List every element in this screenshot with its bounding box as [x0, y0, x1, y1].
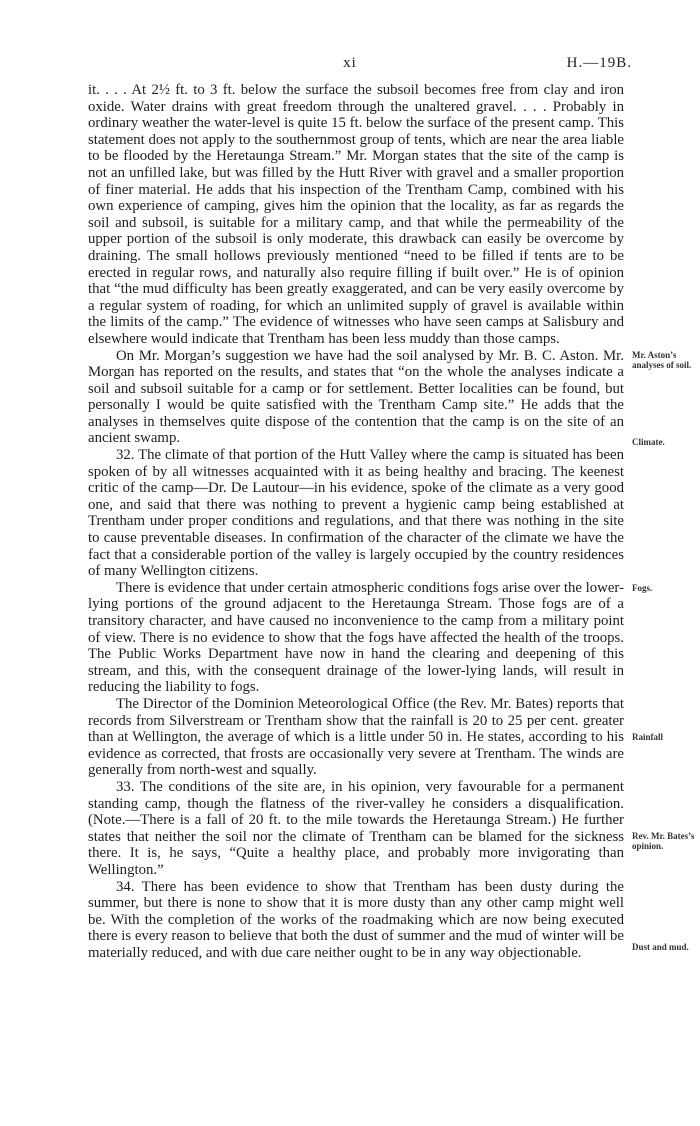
margin-note-climate: Climate.	[632, 437, 665, 447]
document-reference: H.—19B.	[566, 55, 632, 71]
margin-note-dust-mud: Dust and mud.	[632, 942, 689, 952]
margin-note-aston-analyses: Mr. Aston’s analyses of soil.	[632, 350, 692, 370]
paragraph-fogs: There is evidence that under certain atmospheric conditions fogs arise over the lower-lying portions of the ground adjacent to the Heretaunga Stream. Those fogs are of a transitory character, and have caused no inconvenience to the camp from a military point of view. There is no evidence to show that the fogs have affected the health of the troops. The Public Works Department have now in hand the clearing and deepening of this stream, and this, with the consequent drainage of the lower-lying lands, will result in reducing the liability to fogs.	[88, 579, 624, 696]
paragraph-dust-mud: 34. There has been evidence to show that Trentham has been dusty during the summer, but there is none to show that it is more dusty than any other camp might well be. With the completion of the works of the roadmaking which are now being executed there is every reason to believe that both the dust of summer and the mud of winter will be materially reduced, and with due care neither ought to be in any way objectionable.	[88, 878, 624, 961]
paragraph-bates-opinion: 33. The conditions of the site are, in his opinion, very favourable for a permanent standing camp, though the flatness of the river-valley he considers a disqualification. (Note.—There is a fall of 20 ft. to the mile towards the Heretaunga Stream.) He further states that neither the soil nor the climate of Trentham can be blamed for the sickness there. It is, he says, “Quite a healthy place, and probably more invigorating than Wellington.”	[88, 778, 624, 878]
body-text	[88, 82, 624, 961]
paragraph-soil-analysis: On Mr. Morgan’s suggestion we have had the soil analysed by Mr. B. C. Aston. Mr. Morgan has reported on the results, and states that “on the whole the analyses indicate a soil and subsoil suitable for a camp or for settlement. Better localities can be found, but personally I would be quite satisfied with the Trentham Camp site.” He adds that the analyses in themselves quite dispose of the contention that the camp is on the site of an ancient swamp.	[88, 347, 624, 447]
margin-note-bates-opinion: Rev. Mr. Bates’s opinion.	[632, 831, 695, 851]
paragraph-soil-continued: it. . . . At 2½ ft. to 3 ft. below the surface the subsoil becomes free from clay and iron oxide. Water drains with great freedom through the unaltered gravel. . . . Probably in ordinary weather the water-level is quite 15 ft. below the surface of the present camp. This statement does not apply to the southernmost group of tents, which are near the area liable to be flooded by the Heretaunga Stream.” Mr. Morgan states that the site of the camp is not an unfilled lake, but was filled by the Hutt River with gravel and a smaller proportion of finer material. He adds that his inspection of the Trentham Camp, combined with his own experience of camping, gives him the opinion that the locality, as far as regards the soil and subsoil, is suitable for a military camp, and that while the permeability of the upper portion of the subsoil is only moderate, this drawback can easily be overcome by draining. The small hollows previously mentioned “need to be filled if tents are to be erected in regular rows, and naturally also require filling if built over.” He is of opinion that “the mud difficulty has been greatly exaggerated, and can be very easily overcome by a regular system of roading, for which an unlimited supply of gravel is available within the limits of the camp.” The evidence of witnesses who have seen camps at Salisbury and elsewhere would indicate that Trentham has been less muddy than those camps.	[88, 82, 624, 347]
page-number: xi	[343, 55, 357, 71]
margin-note-rainfall: Rainfall	[632, 732, 664, 742]
paragraph-climate: 32. The climate of that portion of the Hutt Valley where the camp is situated has been spoken of by all witnesses acquainted with it as being healthy and bracing. The keenest critic of the camp—Dr. De Lautour—in his evidence, spoke of the climate as a very good one, and said that there was nothing to prevent a hygienic camp being established at Trentham under proper conditions and regulations, and that there was nothing in the site to cause preventable diseases. In confirmation of the character of the climate we have the fact that a considerable portion of the valley is largely occupied by the country residences of many Wellington citizens.	[88, 447, 624, 580]
paragraph-rainfall: The Director of the Dominion Meteorological Office (the Rev. Mr. Bates) reports that records from Silverstream or Trentham show that the rainfall is 20 to 25 per cent. greater than at Wellington, the average of which is a little under 50 in. He states, according to his evidence as corrected, that frosts are occasionally very severe at Trentham. The winds are generally from north-west and squally.	[88, 695, 624, 779]
margin-note-fogs: Fogs.	[632, 583, 653, 593]
